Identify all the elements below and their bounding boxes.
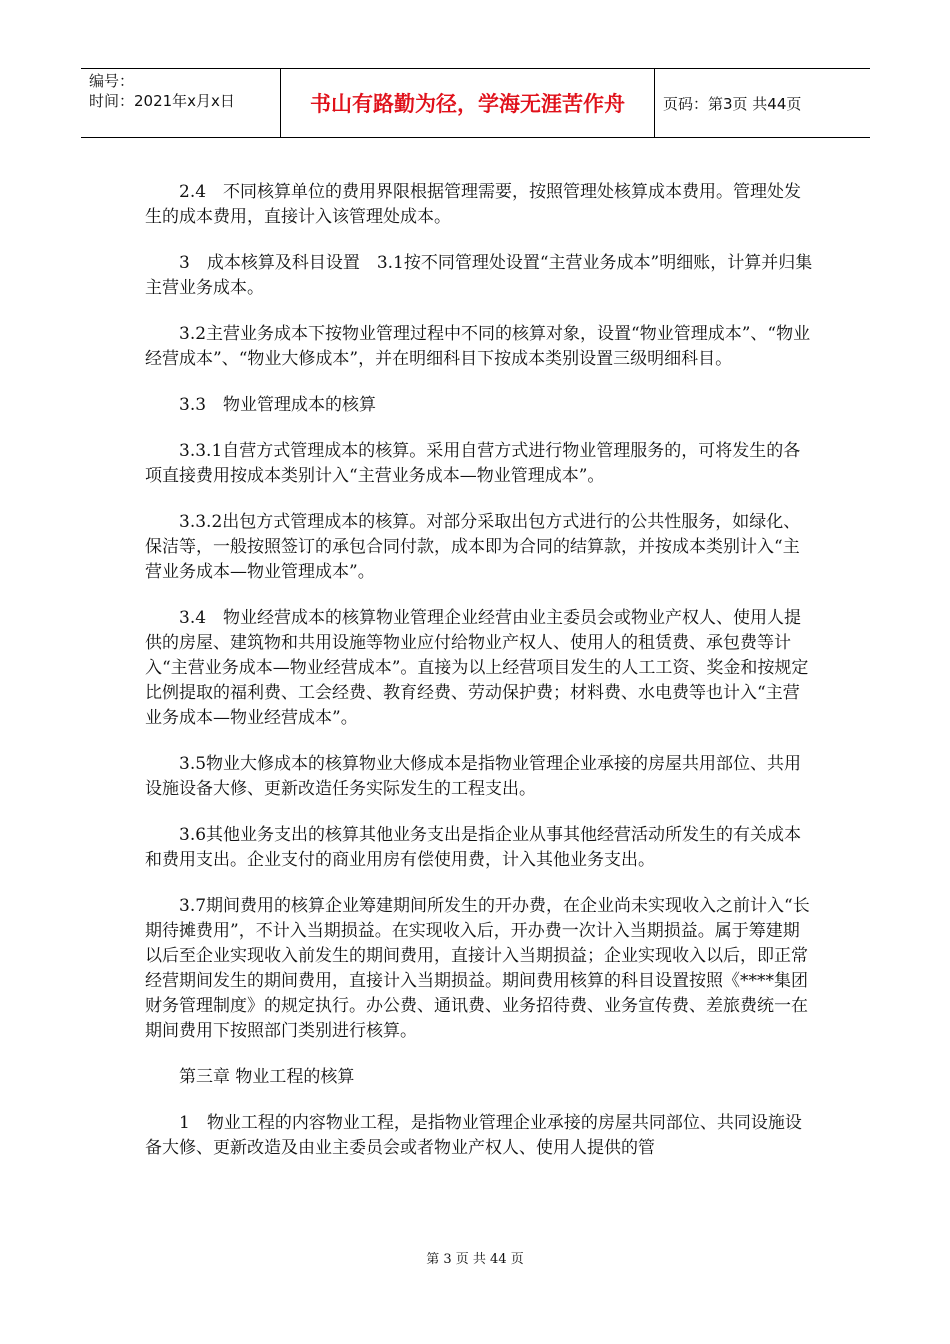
paragraph: 3.3.2出包方式管理成本的核算。对部分采取出包方式进行的公共性服务，如绿化、保洁等，一般按照签订的承包合同付款，成本即为合同的结算款，并按成本类别计入“主营业务成本—物业管理成本”。 [145,512,801,582]
header-meta [81,69,281,137]
paragraph: 2.4 不同核算单位的费用界限根据管理需要，按照管理处核算成本费用。管理处发生的成本费用，直接计入该管理处成本。 [145,182,802,227]
chapter-heading: 第三章 物业工程的核算 [179,1067,355,1087]
paragraph: 3.7期间费用的核算企业筹建期间所发生的开办费，在企业尚未实现收入之前计入“长期待摊费用”，不计入当期损益。在实现收入后，开办费一次计入当期损益。属于筹建期以后至企业实现收入前发生的期间费用，直接计入当期损益；企业实现收入以后，即正常经营期间发生的期间费用，直接计入当期损益。期间费用核算的科目设置按照《****集团财务管理制度》的规定执行。办公费、通讯费、业务招待费、业务宣传费、差旅费统一在期间费用下按照部门类别进行核算。 [145,896,810,1041]
paragraph: 3 成本核算及科目设置 3.1按不同管理处设置“主营业务成本”明细账，计算并归集主营业务成本。 [145,253,813,298]
paragraph: 3.2主营业务成本下按物业管理过程中不同的核算对象，设置“物业管理成本”、“物业经营成本”、“物业大修成本”，并在明细科目下按成本类别设置三级明细科目。 [145,324,811,369]
paragraph: 1 物业工程的内容物业工程，是指物业管理企业承接的房屋共同部位、共同设施设备大修、更新改造及由业主委员会或者物业产权人、使用人提供的管 [145,1113,802,1158]
page-header [81,68,870,138]
section-heading: 3.3 物业管理成本的核算 [179,395,377,415]
document-number-label: 编号： [89,72,135,90]
page-footer: 第 3 页 共 44 页 [426,1252,524,1267]
paragraph: 3.4 物业经营成本的核算物业管理企业经营由业主委员会或物业产权人、使用人提供的房屋、建筑物和共用设施等物业应付给物业产权人、使用人的租赁费、承包费等计入“主营业务成本—物业经营成本”。直接为以上经营项目发生的人工工资、奖金和按规定比例提取的福利费、工会经费、教育经费、劳动保护费；材料费、水电费等也计入“主营业务成本—物业经营成本”。 [145,608,809,728]
paragraph: 3.5物业大修成本的核算物业大修成本是指物业管理企业承接的房屋共用部位、共用设施设备大修、更新改造任务实际发生的工程支出。 [145,754,802,799]
header-page-info: 页码：第3页 共44页 [663,94,802,113]
paragraph: 3.3.1自营方式管理成本的核算。采用自营方式进行物业管理服务的，可将发生的各项直接费用按成本类别计入“主营业务成本—物业管理成本”。 [145,441,801,486]
document-body [145,180,815,1182]
paragraph: 3.6其他业务支出的核算其他业务支出是指企业从事其他经营活动所发生的有关成本和费用支出。企业支付的商业用房有偿使用费，计入其他业务支出。 [145,825,802,870]
document-date: 时间：2021年x月x日 [89,92,235,110]
header-motto: 书山有路勤为径，学海无涯苦作舟 [281,69,655,137]
